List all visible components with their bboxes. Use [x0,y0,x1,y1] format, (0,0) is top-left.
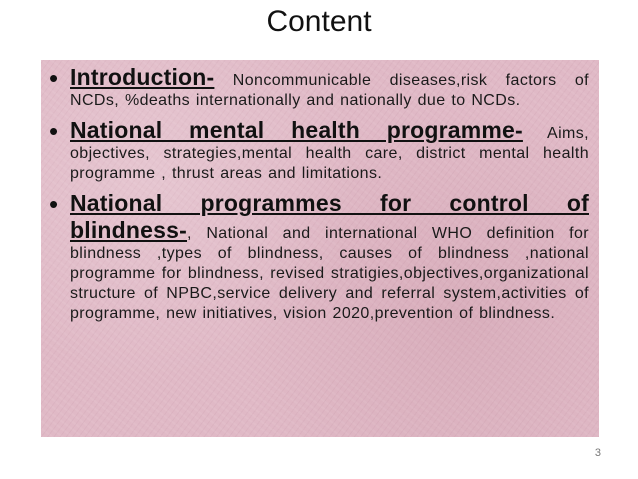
item-heading: National programmes for control of blindness- [70,190,589,243]
bullet-item-blindness [49,190,589,324]
bullet-item-introduction [49,64,589,111]
bullet-dot-icon: • [49,63,59,93]
item-heading: National mental health programme- [70,117,523,143]
item-body: , National and international WHO definition for blindness ,types of blindness, causes of blindness ,national programme for blindness, revised stratigies,objectives,organizational structure of NPBC,service delivery and referral system,activities of programme, new initiatives, vision 2020,prevention of blindness. [70,225,589,322]
item-body: Aims, objectives, strategies,mental health care, district mental health programme , thrust areas and limitations. [70,125,590,182]
slide-title: Content [266,5,372,38]
page-number: 3 [594,447,601,459]
item-heading: Introduction- [70,64,215,90]
bullet-dot-icon: • [49,116,59,146]
bullet-item-mental-health [49,117,589,184]
item-text [70,190,589,324]
item-body: Noncommunicable diseases,risk factors of NCDs, %deaths internationally and nationally due to NCDs. [70,72,589,109]
content-box [41,60,599,437]
item-text [70,117,589,184]
bullet-dot-icon: • [49,189,59,219]
item-text [70,64,589,111]
